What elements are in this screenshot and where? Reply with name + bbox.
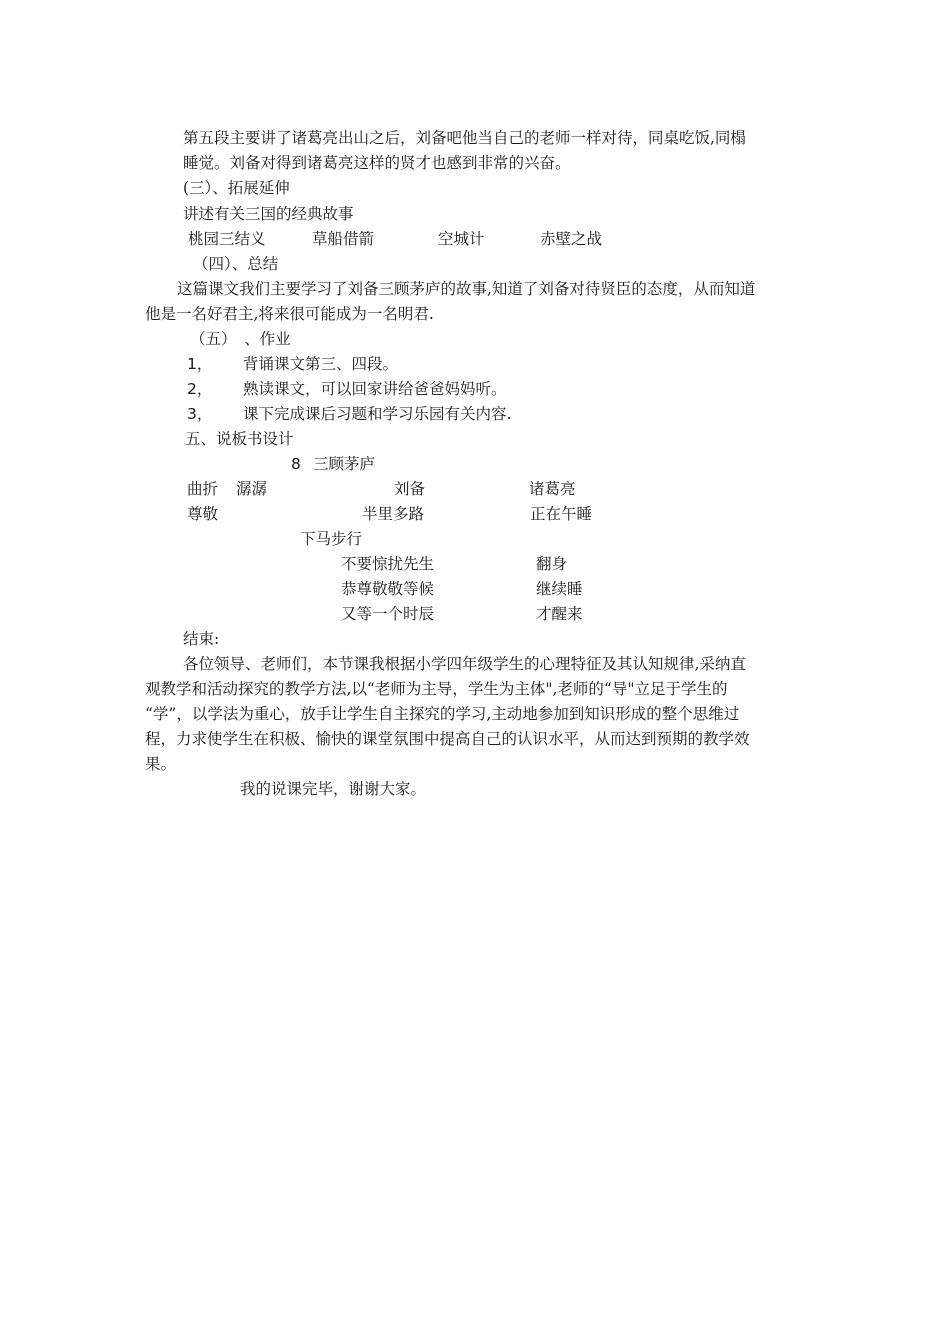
extension-heading: (三）、拓展延伸 bbox=[183, 179, 290, 197]
story-item: 赤壁之战 bbox=[540, 230, 603, 248]
board-left-item: 潺潺 bbox=[236, 480, 268, 498]
board-right-item: 才醒来 bbox=[536, 605, 583, 623]
board-right-item: 正在午睡 bbox=[530, 505, 593, 523]
summary-line-1: 这篇课文我们主要学习了刘备三顾茅庐的故事,知道了刘备对待贤臣的态度，从而知道 bbox=[177, 280, 756, 298]
board-right-item: 诸葛亮 bbox=[529, 480, 576, 498]
story-item: 草船借箭 bbox=[312, 230, 375, 248]
homework-number: 3， bbox=[187, 405, 213, 423]
homework-number: 2， bbox=[187, 380, 213, 398]
homework-number: 1， bbox=[187, 355, 213, 373]
paragraph-five-line-1: 第五段主要讲了诸葛亮出山之后，刘备吧他当自己的老师一样对待，同桌吃饭,同榻 bbox=[183, 129, 746, 147]
board-left-item: 曲折 bbox=[187, 480, 219, 498]
board-middle-item: 恭尊敬敬等候 bbox=[341, 580, 435, 598]
closing-line: 各位领导、老师们，本节课我根据小学四年级学生的心理特征及其认知规律,采纳直 bbox=[183, 655, 746, 673]
extension-intro: 讲述有关三国的经典故事 bbox=[183, 205, 354, 223]
story-item: 桃园三结义 bbox=[188, 230, 266, 248]
closing-heading: 结束: bbox=[183, 630, 220, 648]
summary-heading: （四）、总结 bbox=[193, 255, 279, 273]
homework-item: 背诵课文第三、四段。 bbox=[243, 355, 399, 373]
closing-line: 程，力求使学生在积极、愉快的课堂氛围中提高自己的认识水平，从而达到预期的教学效 bbox=[145, 730, 750, 748]
board-right-item: 翻身 bbox=[536, 555, 568, 573]
board-middle-item: 不要惊扰先生 bbox=[341, 555, 435, 573]
summary-line-2: 他是一名好君主,将来很可能成为一名明君. bbox=[145, 305, 434, 323]
homework-heading: （五） 、作业 bbox=[190, 330, 291, 348]
closing-line: 果。 bbox=[145, 755, 177, 773]
board-design-heading: 五、说板书设计 bbox=[185, 430, 294, 448]
story-item: 空城计 bbox=[438, 230, 485, 248]
closing-line: 观教学和活动探究的教学方法,以“老师为主导，学生为主体",老师的“导"立足于学生的 bbox=[145, 680, 728, 698]
closing-final: 我的说课完毕，谢谢大家。 bbox=[240, 780, 427, 798]
lesson-number: 8 bbox=[291, 455, 301, 473]
board-middle-item: 下马步行 bbox=[300, 530, 363, 548]
closing-line: “学”，以学法为重心，放手让学生自主探究的学习,主动地参加到知识形成的整个思维过 bbox=[145, 705, 740, 723]
board-middle-item: 刘备 bbox=[394, 480, 426, 498]
lesson-title: 三顾茅庐 bbox=[313, 455, 376, 473]
paragraph-five-line-2: 睡觉。刘备对得到诸葛亮这样的贤才也感到非常的兴奋。 bbox=[183, 154, 571, 172]
board-left-item: 尊敬 bbox=[187, 505, 219, 523]
board-middle-item: 又等一个时辰 bbox=[341, 605, 435, 623]
board-right-item: 继续睡 bbox=[536, 580, 583, 598]
homework-item: 熟读课文，可以回家讲给爸爸妈妈听。 bbox=[243, 380, 507, 398]
homework-item: 课下完成课后习题和学习乐园有关内容. bbox=[243, 405, 512, 423]
board-middle-item: 半里多路 bbox=[362, 505, 425, 523]
